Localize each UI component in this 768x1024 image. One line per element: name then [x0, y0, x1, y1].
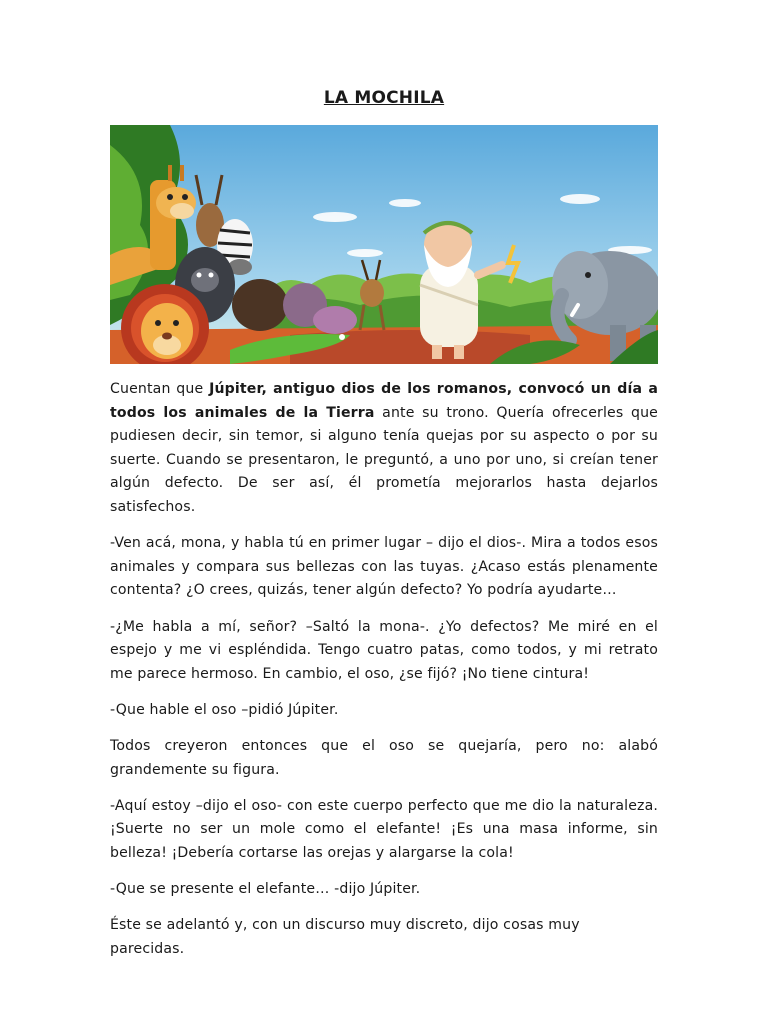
- paragraph-5: Todos creyeron entonces que el oso se quejaría, pero no: alabó grandemente su figura.: [110, 738, 658, 778]
- paragraph-3: -¿Me habla a mí, señor? –Saltó la mona-. ¿Yo defectos? Me miré en el espejo y me vi espléndida. Tengo cuatro patas, como todos, y mi retrato me parece hermoso. En cambio, el oso, ¿se fijó? ¡No tiene cintura!: [110, 618, 658, 682]
- paragraph-7: -Que se presente el elefante… -dijo Júpiter.: [110, 881, 421, 898]
- paragraph-4: -Que hable el oso –pidió Júpiter.: [110, 701, 339, 718]
- paragraph-6: -Aquí estoy –dijo el oso- con este cuerpo perfecto que me dio la naturaleza. ¡Suerte no ser un mole como el elefante! ¡Es una masa informe, sin belleza! ¡Debería cortarse las orejas y alargarse la cola!: [110, 797, 658, 862]
- paragraph-8: Éste se adelantó y, con un discurso muy discreto, dijo cosas muy parecidas.: [110, 917, 580, 958]
- paragraph-1-intro: Cuentan que: [110, 381, 210, 397]
- paragraph-1-rest: ante su trono. Quería ofrecerles que pudiesen decir, sin temor, si alguno tenía quejas por su aspecto o por su suerte. Cuando se presentaron, le preguntó, a uno por uno, si creían tener algún defecto. De ser así, él prometía mejorarlos hasta dejarlos satisfechos.: [110, 404, 658, 515]
- paragraph-2: -Ven acá, mona, y habla tú en primer lugar – dijo el dios-. Mira a todos esos animales y compara sus bellezas con las tuyas. ¿Acaso estás plenamente contenta? ¿O crees, quizás, tener algún defecto? Yo podría ayudarte…: [110, 535, 658, 599]
- jupiter-and-animals-illustration: [110, 125, 658, 364]
- document-title: LA MOCHILA: [323, 88, 445, 108]
- paragraph-1: [110, 378, 658, 520]
- paragraph-1-bold: Júpiter, antiguo dios de los romanos, convocó un día a todos los animales de la Tierra: [110, 381, 658, 421]
- story-text: [110, 378, 658, 974]
